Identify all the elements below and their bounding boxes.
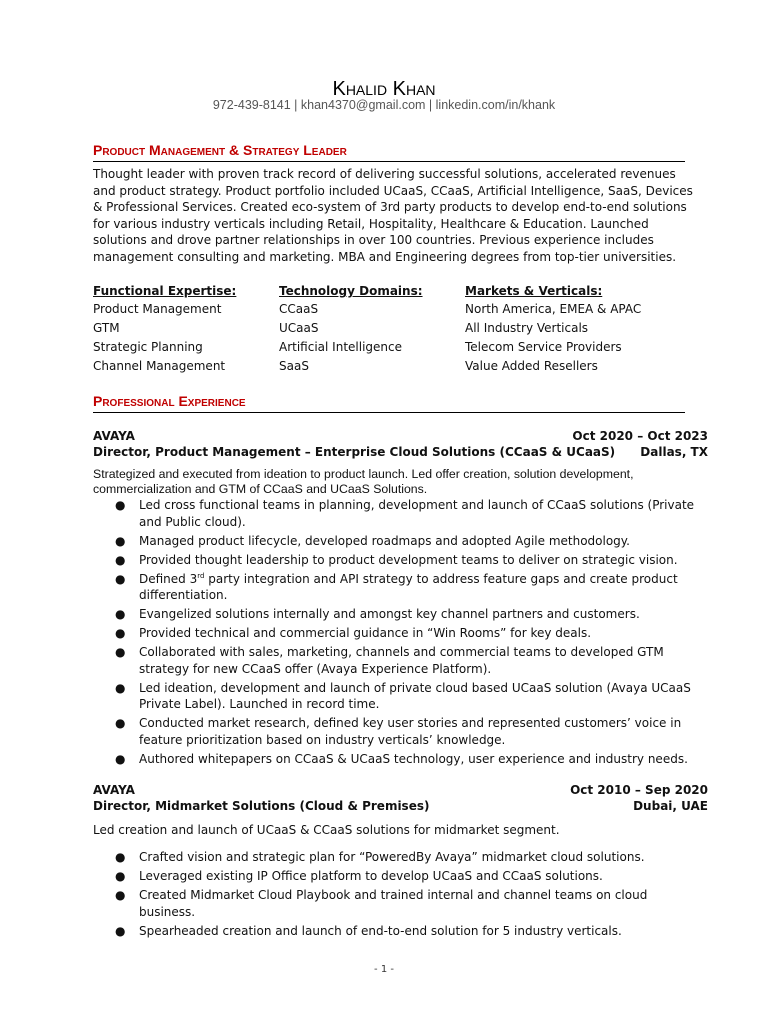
bullet-icon: ● xyxy=(115,716,126,730)
bullet-icon: ● xyxy=(115,923,126,938)
bullet-icon: ● xyxy=(115,498,126,512)
bullet-icon: ● xyxy=(115,552,126,567)
list-item: ● Created Midmarket Cloud Playbook and trained internal and channel teams on cloud business. xyxy=(115,888,648,919)
job-role: Director, Midmarket Solutions (Cloud & Premises) xyxy=(93,799,430,813)
bullet-icon: ● xyxy=(115,869,126,883)
list-item: ● Collaborated with sales, marketing, channels and commercial teams to developed GTM strategy for new CCaaS offer (Avaya Experience Platform). xyxy=(115,645,664,676)
bullet-icon: ● xyxy=(115,571,126,586)
skill-item: CCaaS xyxy=(279,302,319,316)
skills-heading: Functional Expertise: xyxy=(93,284,237,298)
bullet-icon: ● xyxy=(115,888,126,902)
list-item: ● Spearheaded creation and launch of end-to-end solution for 5 industry verticals. xyxy=(115,923,622,938)
contact-line: 972-439-8141 | khan4370@gmail.com | linkedin.com/in/khank xyxy=(212,98,556,112)
list-item: ● Evangelized solutions internally and amongst key channel partners and customers. xyxy=(115,607,640,621)
job-bullets xyxy=(93,497,703,770)
summary-title: Product Management & Strategy Leader xyxy=(93,142,347,158)
list-item: ● Conducted market research, defined key user stories and represented customers’ voice in feature prioritization based on industry verticals’ knowledge. xyxy=(115,716,682,747)
list-item: ● Leveraged existing IP Office platform to develop UCaaS and CCaaS solutions. xyxy=(115,869,603,883)
job-description: Led creation and launch of UCaaS & CCaaS solutions for midmarket segment. xyxy=(93,823,560,837)
skill-item: Channel Management xyxy=(93,359,226,373)
job-company: AVAYA xyxy=(93,783,135,797)
skills-column-technology xyxy=(279,282,423,376)
job-company-row xyxy=(93,429,708,443)
bullet-icon: ● xyxy=(115,645,126,659)
summary-paragraph: Thought leader with proven track record of delivering successful solutions, accelerated revenues and product strategy. Product portfolio included UCaaS, CCaaS, Artificial Intelligence, SaaS, Devices & Professional Services. Created eco-system of 3rd party products to develop end-to-end solutions for various industry verticals including Retail, Hospitality, Healthcare & Education. Launched solutions and drove partner relationships in over 100 countries. Previous experience includes management consulting and marketing. MBA and Engineering degrees from top-tier universities. xyxy=(93,167,693,264)
list-item: ● Provided technical and commercial guidance in “Win Rooms” for key deals. xyxy=(115,626,592,640)
list-item xyxy=(93,571,703,604)
bullet-icon: ● xyxy=(115,607,126,621)
skills-column-functional xyxy=(93,282,236,376)
job-bullets xyxy=(93,849,703,942)
experience-title: Professional Experience xyxy=(93,393,246,409)
bullet-icon: ● xyxy=(115,680,126,695)
skill-item: Value Added Resellers xyxy=(465,359,598,373)
list-item: ● Crafted vision and strategic plan for “PoweredBy Avaya” midmarket cloud solutions. xyxy=(115,850,645,864)
bullet-text: Defined 3rd party integration and API strategy to address feature gaps and create product differentiation. xyxy=(139,571,678,602)
skill-item: North America, EMEA & APAC xyxy=(465,302,642,316)
skill-item: Strategic Planning xyxy=(93,340,203,354)
skill-item: All Industry Verticals xyxy=(465,321,589,335)
list-item: ● Led ideation, development and launch of private cloud based UCaaS solution (Avaya UCaaS Private Label). Launched in record time. xyxy=(115,680,691,711)
job-role-row xyxy=(93,445,708,459)
skills-heading: Markets & Verticals: xyxy=(465,284,603,298)
skill-item: SaaS xyxy=(279,359,309,373)
candidate-name: Khalid Khan xyxy=(332,78,436,100)
list-item: ● Provided thought leadership to product development teams to deliver on strategic vision. xyxy=(115,552,678,567)
job-location: Dallas, TX xyxy=(640,445,708,459)
job-location: Dubai, UAE xyxy=(633,799,708,813)
job-company-row xyxy=(93,783,708,797)
job-description: Strategized and executed from ideation to product launch. Led offer creation, solution development, commercialization and GTM of CCaaS and UCaaS Solutions. xyxy=(93,467,634,496)
section-divider xyxy=(93,161,685,162)
page-number: - 1 - xyxy=(374,964,394,975)
skill-item: UCaaS xyxy=(279,321,319,335)
section-divider xyxy=(93,412,685,413)
skill-item: Product Management xyxy=(93,302,222,316)
job-dates: Oct 2020 – Oct 2023 xyxy=(572,429,708,443)
job-company: AVAYA xyxy=(93,429,135,443)
job-role: Director, Product Management – Enterprise Cloud Solutions (CCaaS & UCaaS) xyxy=(93,445,616,459)
list-item: ● Authored whitepapers on CCaaS & UCaaS technology, user experience and industry needs. xyxy=(115,751,688,766)
list-item: ● Led cross functional teams in planning, development and launch of CCaaS solutions (Private and Public cloud). xyxy=(115,498,695,529)
bullet-icon: ● xyxy=(115,626,126,640)
bullet-icon: ● xyxy=(115,751,126,766)
bullet-icon: ● xyxy=(115,533,126,548)
skill-item: GTM xyxy=(93,321,120,335)
job-role-row xyxy=(93,799,708,813)
job-dates: Oct 2010 – Sep 2020 xyxy=(570,783,708,797)
skills-heading: Technology Domains: xyxy=(279,284,423,298)
bullet-icon: ● xyxy=(115,850,126,864)
skill-item: Telecom Service Providers xyxy=(465,340,622,354)
skills-column-markets xyxy=(465,282,641,376)
list-item: ● Managed product lifecycle, developed roadmaps and adopted Agile methodology. xyxy=(115,533,630,548)
skill-item: Artificial Intelligence xyxy=(279,340,402,354)
